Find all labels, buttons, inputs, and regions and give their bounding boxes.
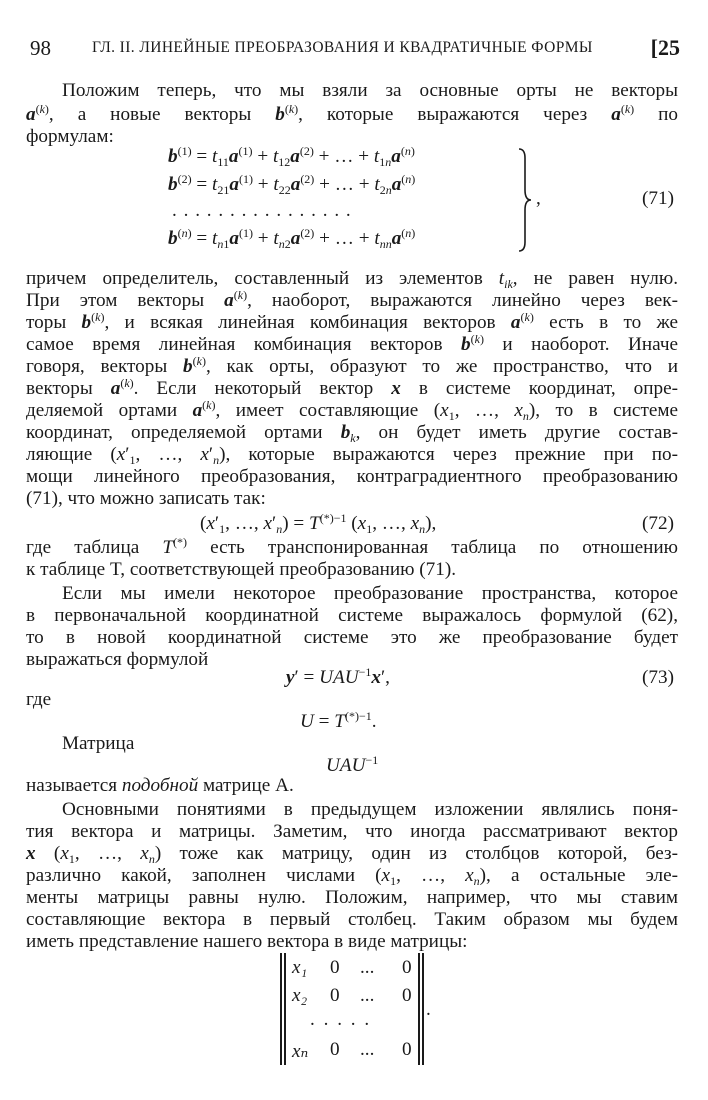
text-line: мощи линейного преобразования, контраградиентного преобразованию	[26, 466, 678, 487]
matrix-cell: x₁	[292, 957, 308, 978]
text-line: деляемой ортами $a^{(k)}$, имеет составляющие ($x_1$, …, $x_n$), то в системе	[26, 398, 679, 423]
matrix-cell: ...	[360, 1039, 375, 1060]
text-line: формулам:	[26, 126, 114, 147]
matrix-cell: 0	[402, 1039, 412, 1060]
matrix-cell: ...	[360, 957, 375, 978]
text-line: (71), что можно записать так:	[26, 488, 266, 509]
matrix-dots-row: . . . . .	[310, 1009, 372, 1030]
text-line: составляющие вектора в первый столбец. Таким образом мы будем	[26, 909, 678, 930]
text-line: Основными понятиями в предыдущем изложении являлись поня-	[62, 799, 678, 820]
right-brace-icon	[518, 148, 532, 252]
text-line: говоря, векторы $b^{(k)}$, как орты, образуют то же пространство, что и	[26, 354, 679, 377]
text-line: иметь представление нашего вектора в виде матрицы:	[26, 931, 468, 952]
text-line: причем определитель, составленный из элементов $t_{ik}$, не равен нулю.	[26, 268, 678, 291]
text-line: где таблица T(*) есть транспонированная таблица по отношению	[26, 535, 679, 558]
text-line: Матрица	[62, 733, 135, 754]
matrix-cell: 0	[330, 957, 340, 978]
text-line: то в новой координатной системе это же преобразование будет	[26, 627, 678, 648]
matrix-cell: 0	[330, 985, 340, 1006]
text-line: менты матрицы равны нулю. Положим, например, что мы ставим	[26, 887, 678, 908]
running-title: ГЛ. II. ЛИНЕЙНЫЕ ПРЕОБРАЗОВАНИЯ И КВАДРАТИЧНЫЕ ФОРМЫ	[92, 39, 593, 56]
equation-number-73: (73)	[642, 667, 674, 688]
text-line: Положим теперь, что мы взяли за основные орты не векторы	[62, 80, 678, 101]
equation-system-71: $b^{(1)} = t_{11}a^{(1)} + t_{12}a^{(2)}$ + … + $t_{1n}a^{(n)}$ $b^{(2)} = t_{21}a^{(1)} + t_{22}a^{(2)}$ + … + $t_{2n}a^{(n)}$ . . . . . . . . . . . . . . . . $b^{(n)} = t_{n1}a^{(1)} + t_{n2}a^{(2)}$ + … + $t_{nn}a^{(n)}$ ,	[168, 144, 541, 251]
text-line: к таблице T, соответствующей преобразованию (71).	[26, 559, 457, 580]
matrix-cell: 0	[330, 1039, 340, 1060]
equation-72: ($x'_1$, …, $x'_n) = T^{(*)-1}$ ($x_1$, …, $x_n$),	[200, 511, 437, 536]
text-line: Если мы имели некоторое преобразование пространства, которое	[62, 583, 678, 604]
text-line: различно какой, заполнен числами ($x_1$, …, $x_n$), а остальные эле-	[26, 865, 679, 888]
text-line: векторы $a^{(k)}$. Если некоторый вектор x в системе координат, опре-	[26, 376, 679, 399]
matrix-cell: 0	[402, 985, 412, 1006]
equation-number-72: (72)	[642, 513, 674, 534]
matrix-end-mark: .	[426, 999, 431, 1020]
matrix-cell: 0	[402, 957, 412, 978]
text-line: выражаться формулой	[26, 649, 209, 670]
text-line: При этом векторы $a^{(k)}$, наоборот, выражаются линейно через век-	[26, 288, 679, 311]
text-line: где	[26, 689, 52, 710]
page-number: 98	[30, 36, 51, 60]
text-line: координат, определяемой ортами $b_k$, он будет иметь другие состав-	[26, 422, 679, 445]
section-number: [25	[650, 35, 680, 60]
equation-73: $y' = UAU^{-1}x'$,	[286, 665, 390, 688]
matrix-cell: x₂	[292, 985, 308, 1006]
text-line: x ($x_1$, …, $x_n$) тоже как матрицу, один из столбцов которой, без-	[26, 843, 679, 866]
running-head	[30, 36, 680, 62]
text-line: в первоначальной координатной системе выражалось формулой (62),	[26, 605, 678, 626]
text-line: $a^{(k)}$, а новые векторы $b^{(k)}$, которые выражаются через $a^{(k)}$ по	[26, 102, 679, 125]
text-line: торы $b^{(k)}$, и всякая линейная комбинация векторов $a^{(k)}$ есть в то же	[26, 310, 679, 333]
matrix-cell: ...	[360, 985, 375, 1006]
equation-u: $U = T^{(*)-1}$.	[300, 709, 377, 732]
text-line: ляющие ($x'_1$, …, $x'_n$), которые выражаются через прежние при по-	[26, 444, 678, 467]
text-line: самое время линейная комбинация векторов $b^{(k)}$ и наоборот. Иначе	[26, 332, 679, 355]
text-line: называется подобной матрице A.	[26, 775, 294, 796]
equation-number-71: (71)	[642, 188, 674, 209]
matrix-cell: xₙ	[292, 1041, 309, 1062]
text-line: тия вектора и матрицы. Заметим, что иногда рассматривают вектор	[26, 821, 678, 842]
vector-matrix	[280, 953, 440, 1065]
equation-uau: $UAU^{-1}$	[326, 753, 379, 776]
